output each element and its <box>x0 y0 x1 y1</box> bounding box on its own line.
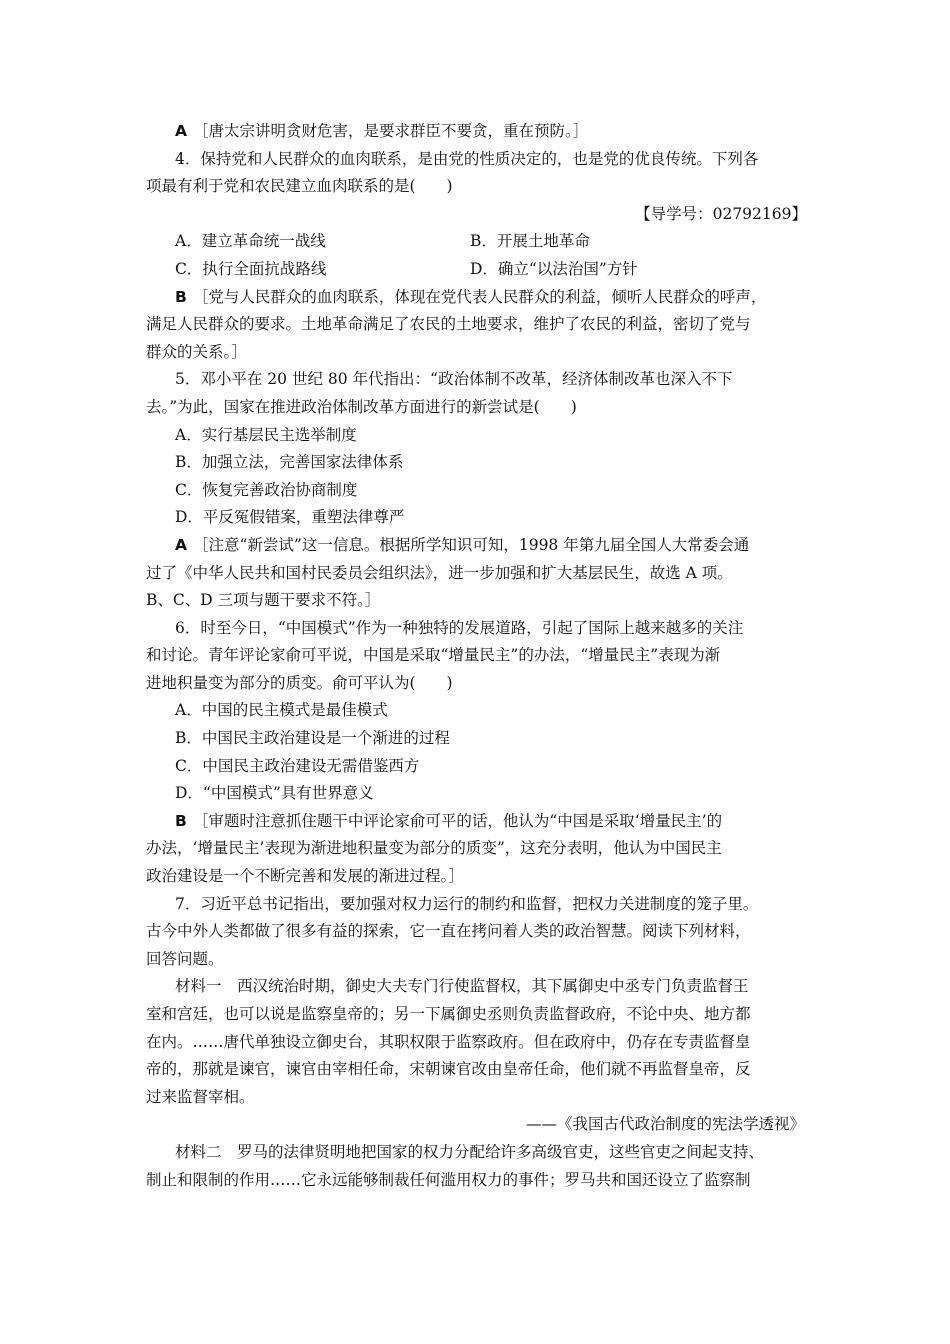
material-1 <box>175 973 807 1001</box>
question-4-options-row2 <box>175 256 807 284</box>
answer-letter: A <box>175 122 187 140</box>
question-5-answer <box>175 532 807 560</box>
question-6-answer-cont <box>146 863 807 891</box>
question-4-stem <box>175 146 807 174</box>
text: 材料一 西汉统治时期，御史大夫专门行使监督权，其下属御史中丞专门负责监督王 <box>175 977 749 996</box>
text: 进地积量变为部分的质变。俞可平认为( ) <box>146 673 453 692</box>
question-4-stem-cont <box>146 173 807 201</box>
question-6-stem <box>175 615 807 643</box>
text: D．“中国模式”具有世界意义 <box>175 784 374 803</box>
material-1-cont <box>146 1084 807 1112</box>
text: 和讨论。青年评论家俞可平说，中国是采取“增量民主”的办法，“增量民主”表现为渐 <box>146 646 721 665</box>
text: 【导学号：02792169】 <box>635 204 807 223</box>
option-d <box>175 780 807 808</box>
option-d <box>175 504 807 532</box>
text: B、C、D 三项与题干要求不符。］ <box>146 591 381 610</box>
option-a <box>175 422 807 450</box>
question-6-stem-cont <box>146 642 807 670</box>
question-5-stem-cont <box>146 394 807 422</box>
text: B．加强立法，完善国家法律体系 <box>175 453 404 472</box>
option-a: A．建立革命统一战线 <box>175 232 326 251</box>
text: 在内。……唐代单独设立御史台，其职权限于监察政府。但在政府中，仍存在专责监督皇 <box>146 1032 751 1051</box>
text: 办法，‘增量民主’表现为渐进地积量变为部分的质变”，这充分表明，他认为中国民主 <box>146 839 722 858</box>
question-4-options-row1 <box>175 228 807 256</box>
question-6-answer <box>175 808 807 836</box>
text: ［党与人民群众的血肉联系，体现在党代表人民群众的利益，倾听人民群众的呼声， <box>192 287 767 306</box>
material-2 <box>175 1139 807 1167</box>
answer-letter: A <box>175 535 187 554</box>
text: 回答问题。 <box>146 949 224 968</box>
question-6-answer-cont <box>146 835 807 863</box>
option-b <box>175 449 807 477</box>
question-5-stem <box>175 366 807 394</box>
text: 项最有利于党和农民建立血肉联系的是( ) <box>146 177 453 196</box>
question-5-answer-cont <box>146 587 807 615</box>
text: 4．保持党和人民群众的血肉联系，是由党的性质决定的，也是党的优良传统。下列各 <box>175 149 759 168</box>
q3-answer-line <box>175 118 807 146</box>
text: ［注意“新尝试”这一信息。根据所学知识可知，1998 年第九届全国人大常委会通 <box>193 535 750 554</box>
text: D．平反冤假错案，重塑法律尊严 <box>175 508 405 527</box>
text: 6．时至今日，“中国模式”作为一种独特的发展道路，引起了国际上越来越多的关注 <box>175 618 744 637</box>
material-2-cont <box>146 1167 807 1195</box>
question-4-answer-cont <box>146 311 807 339</box>
text: C．中国民主政治建设无需借鉴西方 <box>175 756 420 775</box>
document-page <box>146 118 807 1194</box>
text: 去。”为此，国家在推进政治体制改革方面进行的新尝试是( ) <box>146 397 577 416</box>
material-1-cont <box>146 1001 807 1029</box>
text: 5．邓小平在 20 世纪 80 年代指出：“政治体制不改革，经济体制改革也深入不下 <box>175 370 733 389</box>
text: 群众的关系。］ <box>146 342 247 361</box>
material-1-cont <box>146 1056 807 1084</box>
text: ［审题时注意抓住题干中评论家俞可平的话，他认为“中国是采取‘增量民主’的 <box>192 811 723 830</box>
question-7-stem-cont <box>146 946 807 974</box>
text: 7．习近平总书记指出，要加强对权力运行的制约和监督，把权力关进制度的笼子里。 <box>175 894 759 913</box>
text: A．实行基层民主选举制度 <box>175 425 357 444</box>
material-1-source <box>175 1111 807 1139</box>
option-b: B．开展土地革命 <box>470 232 590 251</box>
text: 过来监督宰相。 <box>146 1087 255 1106</box>
text: 材料二 罗马的法律贤明地把国家的权力分配给许多高级官吏，这些官吏之间起支持、 <box>175 1142 765 1161</box>
question-6-stem-cont <box>146 670 807 698</box>
option-c <box>175 477 807 505</box>
text: 过了《中华人民共和国村民委员会组织法》，进一步加强和扩大基层民生，故选 A 项。 <box>146 563 733 582</box>
guide-code <box>175 201 807 229</box>
text: 满足人民群众的要求。土地革命满足了农民的土地要求，维护了农民的利益，密切了党与 <box>146 315 751 334</box>
text: 政治建设是一个不断完善和发展的渐进过程。］ <box>146 867 464 886</box>
text: 古今中外人类都做了很多有益的探索，它一直在拷问着人类的政治智慧。阅读下列材料， <box>146 922 751 941</box>
question-7-stem-cont <box>146 918 807 946</box>
text: A．中国的民主模式是最佳模式 <box>175 701 388 720</box>
option-b <box>175 725 807 753</box>
question-5-answer-cont <box>146 560 807 588</box>
answer-letter: B <box>175 811 187 830</box>
text: 室和宫廷，也可以说是监察皇帝的；另一下属御史丞则负责监督政府，不论中央、地方都 <box>146 1005 751 1023</box>
text: C．恢复完善政治协商制度 <box>175 480 358 499</box>
text: B．中国民主政治建设是一个渐进的过程 <box>175 729 450 748</box>
answer-explanation: ［唐太宗讲明贪财危害，是要求群臣不要贪，重在预防。］ <box>193 122 589 140</box>
text: 帝的，那就是谏官，谏官由宰相任命，宋朝谏官改由皇帝任命，他们就不再监督皇帝，反 <box>146 1060 751 1079</box>
material-1-cont <box>146 1029 807 1057</box>
question-4-answer <box>175 284 807 312</box>
text: 制止和限制的作用……它永远能够制裁任何滥用权力的事件；罗马共和国还设立了监察制 <box>146 1170 751 1189</box>
option-c: C．执行全面抗战路线 <box>175 259 327 278</box>
option-d: D．确立“以法治国”方针 <box>470 259 638 278</box>
option-c <box>175 753 807 781</box>
text: ——《我国古代政治制度的宪法学透视》 <box>525 1115 805 1134</box>
question-7-stem <box>175 891 807 919</box>
question-4-answer-cont <box>146 339 807 367</box>
option-a <box>175 697 807 725</box>
answer-letter: B <box>175 287 187 306</box>
